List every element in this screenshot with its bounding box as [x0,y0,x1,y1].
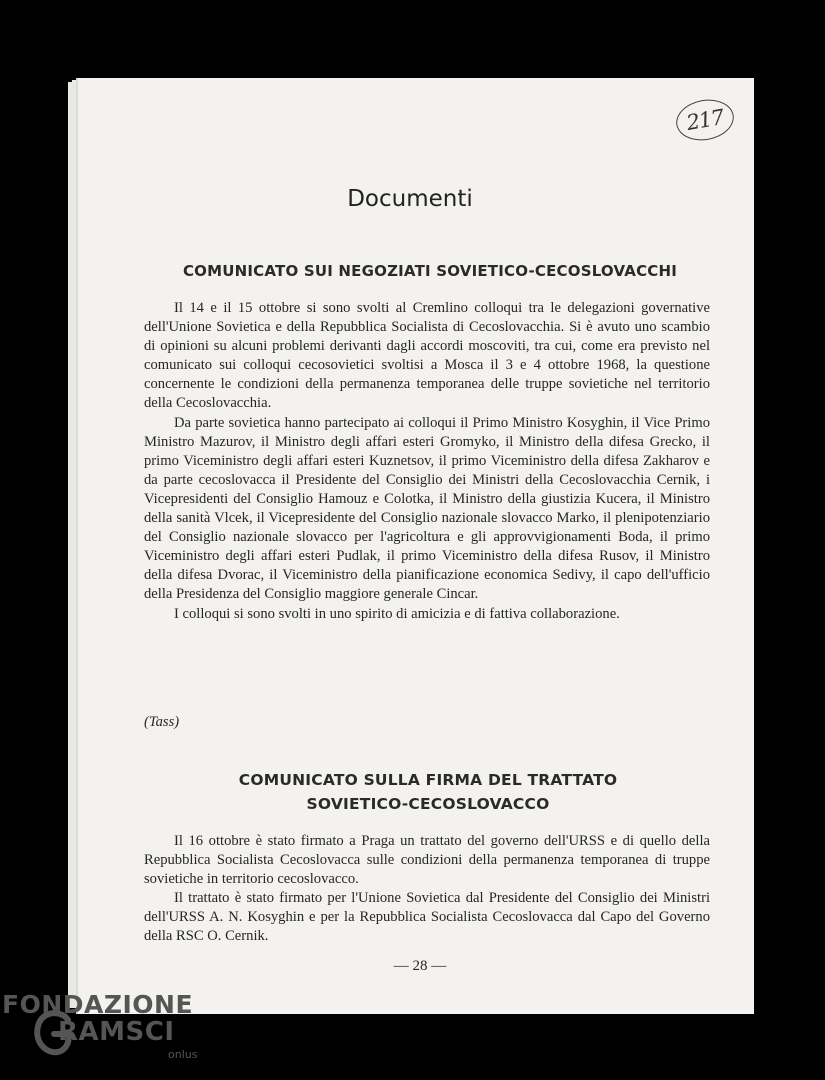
section2-paragraph-1: Il 16 ottobre è stato firmato a Praga un trattato del governo dell'URSS e di quello della Repubblica Socialista Cecoslovacca sulle condizioni della permanenza temporanea di truppe sovietiche in territorio cecoslovacco. [144,833,710,888]
watermark-line2: RAMSCI [58,1017,175,1047]
fondazione-gramsci-watermark [2,990,212,1070]
section1-body [144,299,710,624]
page-title: Documenti [347,186,473,212]
section2-heading-line1: COMUNICATO SULLA FIRMA DEL TRATTATO [238,771,618,789]
section2-body [144,832,710,947]
section2-heading [158,768,698,816]
watermark-onlus: onlus [168,1048,198,1061]
section1-paragraph-1: Il 14 e il 15 ottobre si sono svolti al Cremlino colloqui tra le delegazioni governative dell'Unione Sovietica e della Repubblica Socialista di Cecoslovacchia. Si è avuto uno scambio di opinioni su alcuni problemi derivanti dagli accordi moscoviti, tra cui, come era previsto nel comunicato sui colloqui cecosovietici svoltisi a Mosca il 3 e 4 ottobre 1968, la questione concernente le condizioni della permanenza temporanea delle truppe sovietiche nel territorio della Cecoslovacchia. [144,300,710,412]
page-number: — 28 — [393,958,447,974]
handwritten-annotation: 217 [673,95,737,144]
section1-paragraph-3: I colloqui si sono svolti in uno spirito di amicizia e di fattiva collaborazione. [174,605,620,622]
source-signature: (Tass) [144,714,180,730]
section1-paragraph-2: Da parte sovietica hanno partecipato ai colloqui il Primo Ministro Kosyghin, il Vice Primo Ministro Mazurov, il Ministro degli affari esteri Gromyko, il Ministro della difesa Grecko, il primo Viceministro degli affari esteri Kuznetsov, il primo Viceministro della difesa Zakharov e da parte cecoslovacca il Presidente del Consiglio dei Ministri della Cecoslovacchia Cernik, i Vicepresidenti del Consiglio Hamouz e Colotka, il Ministro della giustizia Kucera, il Ministro della sanità Vlcek, il Vicepresidente del Consiglio nazionale slovacco Marko, il plenipotenziario del Consiglio nazionale slovacco per l'agricoltura e gli approvvigionamenti Boda, il primo Viceministro degli affari esteri Pudlak, il primo Viceministro della difesa Rusov, il Ministro della difesa Dvorac, il Viceministro della pianificazione economica Sedivy, il capo dell'ufficio della Presidenza del Consiglio maggiore generale Cincar. [144,414,710,603]
section2-paragraph-2: Il trattato è stato firmato per l'Unione Sovietica dal Presidente del Consiglio dei Ministri dell'URSS A. N. Kosyghin e per la Repubblica Socialista Cecoslovacca dal Capo del Governo della RSC O. Cernik. [144,890,710,945]
watermark-line1: FONDAZIONE [2,990,194,1019]
section1-heading: COMUNICATO SUI NEGOZIATI SOVIETICO-CECOSLOVACCHI [182,262,678,280]
section2-heading-line2: SOVIETICO-CECOSLOVACCO [306,795,550,813]
